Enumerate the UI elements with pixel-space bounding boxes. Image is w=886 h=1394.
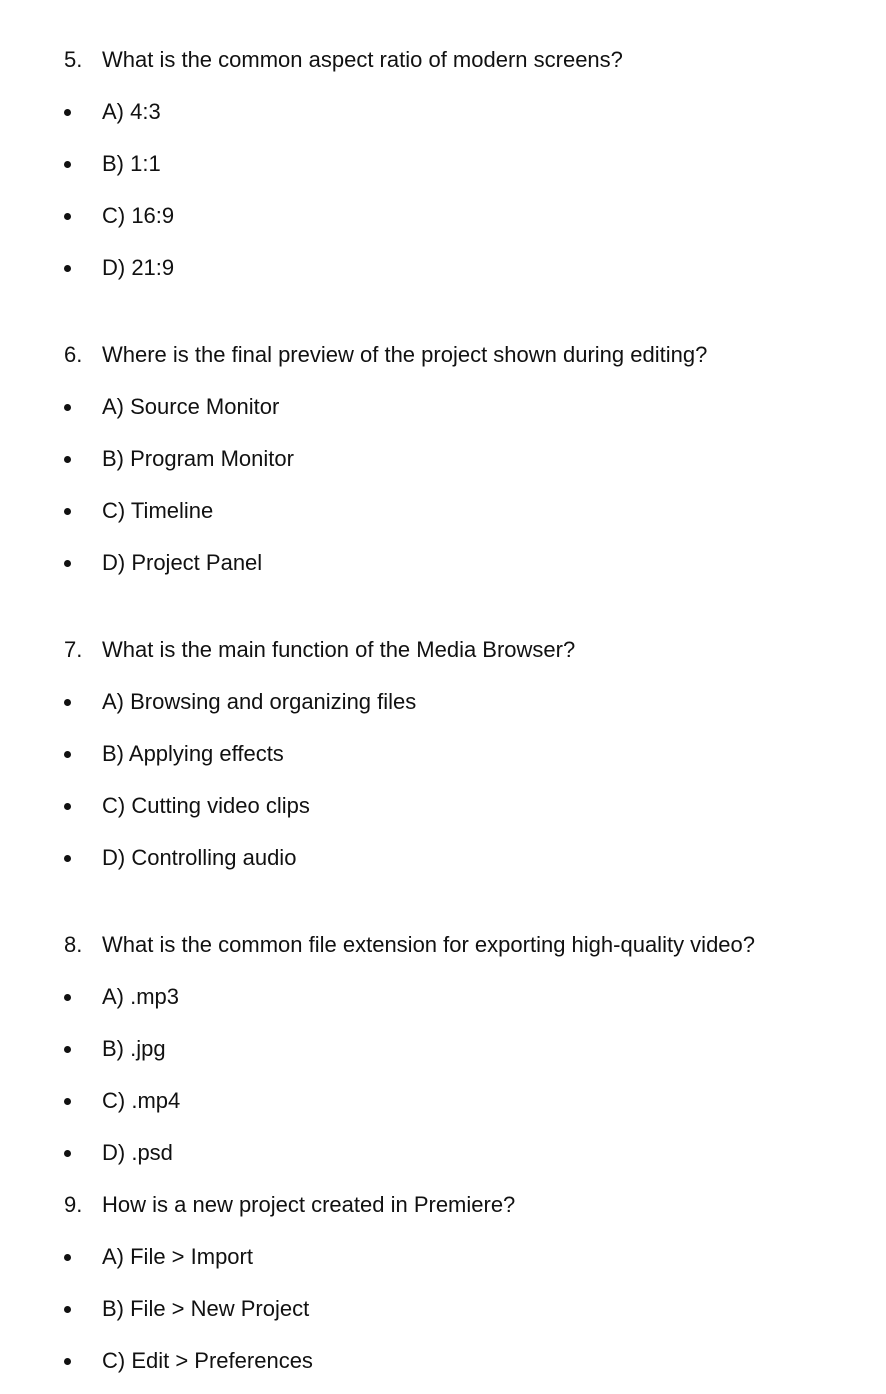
option-text: B) Applying effects: [102, 741, 284, 766]
option-text: C) Edit > Preferences: [102, 1348, 313, 1373]
question-number: 5.: [64, 47, 83, 72]
bullet-icon: [64, 699, 71, 706]
option-text: B) .jpg: [102, 1036, 166, 1061]
question-text: What is the main function of the Media Browser?: [102, 637, 576, 662]
option-text: D) Controlling audio: [102, 845, 297, 870]
question-text: Where is the final preview of the project shown during editing?: [102, 342, 708, 367]
bullet-icon: [64, 404, 71, 411]
question-number: 6.: [64, 342, 83, 367]
option-text: B) 1:1: [102, 151, 161, 176]
option-text: D) Project Panel: [102, 550, 263, 575]
bullet-icon: [64, 560, 71, 567]
option-text: B) File > New Project: [102, 1296, 310, 1321]
bullet-icon: [64, 1306, 71, 1313]
option-text: D) 21:9: [102, 255, 175, 280]
option-text: A) 4:3: [102, 99, 161, 124]
bullet-icon: [64, 1358, 71, 1365]
bullet-icon: [64, 456, 71, 463]
bullet-icon: [64, 1150, 71, 1157]
option-text: A) Browsing and organizing files: [102, 689, 417, 714]
option-text: A) .mp3: [102, 984, 180, 1009]
option-text: C) .mp4: [102, 1088, 181, 1113]
option-text: C) Cutting video clips: [102, 793, 310, 818]
bullet-icon: [64, 1046, 71, 1053]
option-text: D) .psd: [102, 1140, 173, 1165]
question-number: 7.: [64, 637, 83, 662]
bullet-icon: [64, 265, 71, 272]
option-text: B) Program Monitor: [102, 446, 294, 471]
question-number: 8.: [64, 932, 83, 957]
option-text: C) 16:9: [102, 203, 175, 228]
option-text: A) File > Import: [102, 1244, 253, 1269]
question-text: What is the common aspect ratio of modern screens?: [102, 47, 623, 72]
option-text: A) Source Monitor: [102, 394, 280, 419]
bullet-icon: [64, 803, 71, 810]
bullet-icon: [64, 109, 71, 116]
bullet-icon: [64, 161, 71, 168]
bullet-icon: [64, 1254, 71, 1261]
question-text: How is a new project created in Premiere?: [102, 1192, 516, 1217]
question-number: 9.: [64, 1192, 83, 1217]
option-text: C) Timeline: [102, 498, 214, 523]
bullet-icon: [64, 855, 71, 862]
bullet-icon: [64, 213, 71, 220]
question-text: What is the common file extension for exporting high-quality video?: [102, 932, 756, 957]
bullet-icon: [64, 508, 71, 515]
bullet-icon: [64, 994, 71, 1001]
bullet-icon: [64, 751, 71, 758]
bullet-icon: [64, 1098, 71, 1105]
